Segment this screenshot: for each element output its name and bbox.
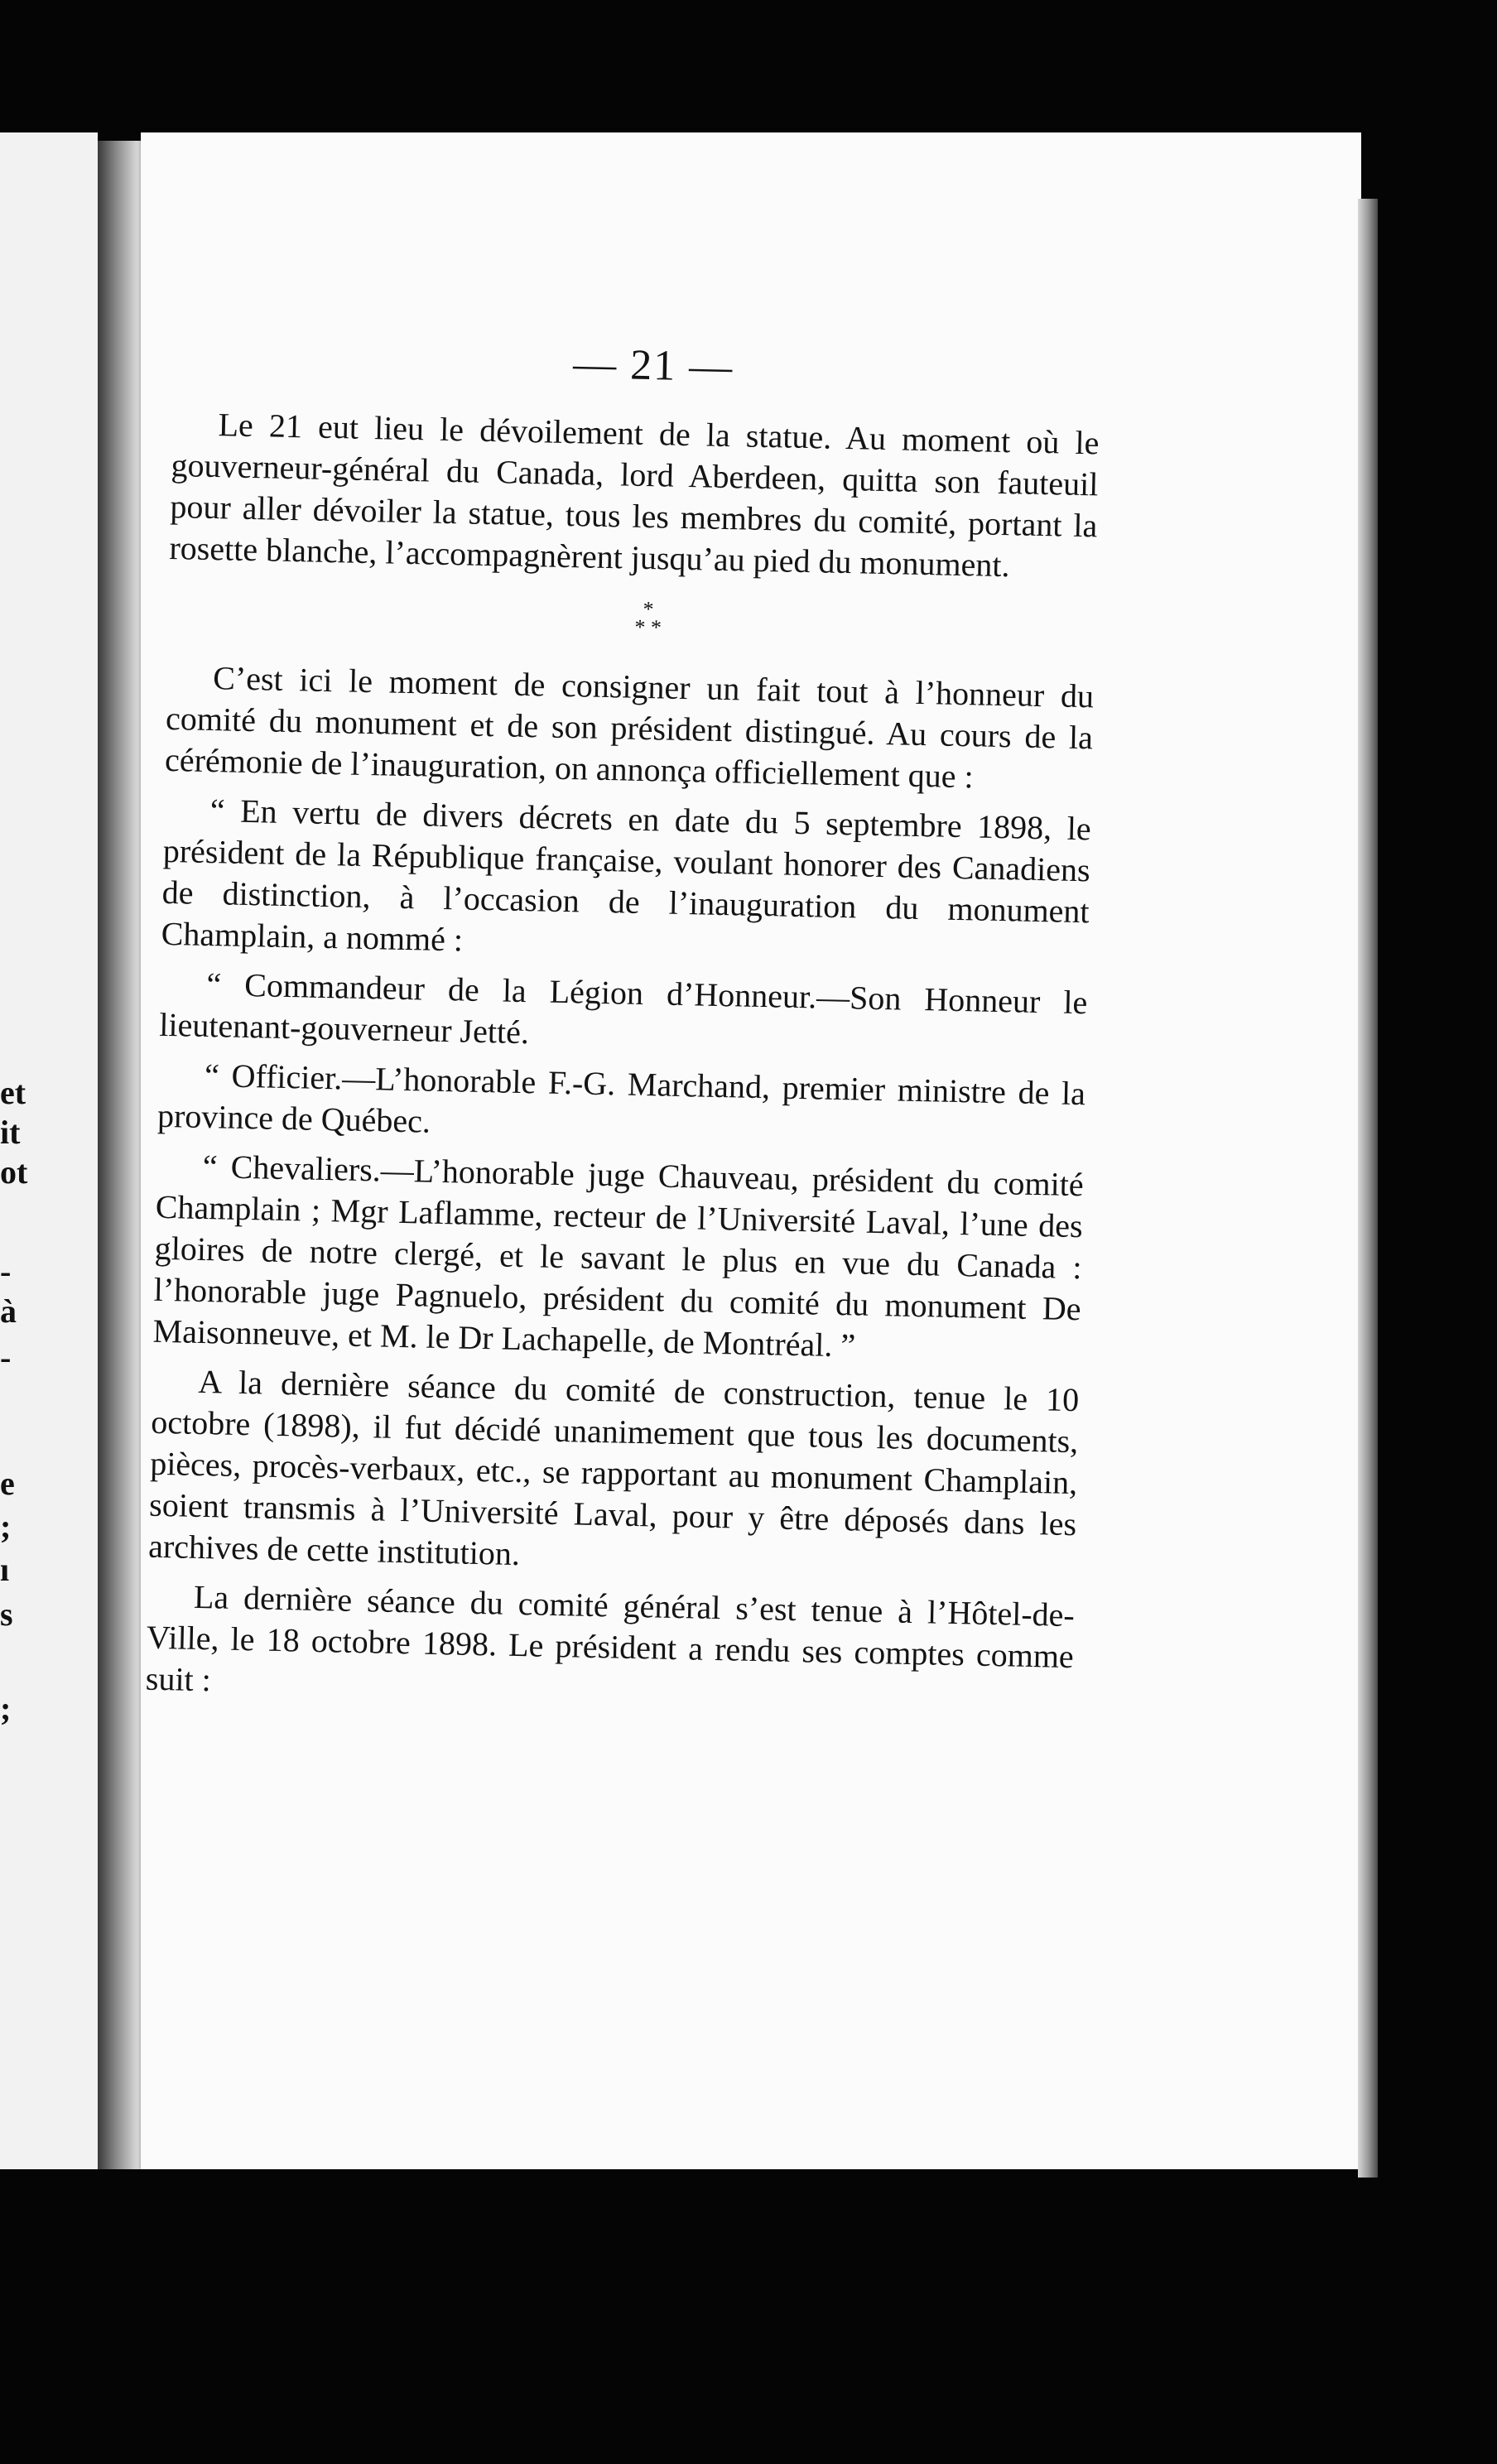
paragraph: Le 21 eut lieu le dévoilement de la statue. Au moment où le gouverneur-général du Canada, lord Aberdeen, quitta son fauteuil pour aller dévoiler la statue, tous les membres du comité, portant la rosette blanche, l’accompagnèrent jusqu’au pied du monument. [169, 406, 1100, 585]
facing-page-fragment: e [0, 1465, 15, 1502]
page-content [145, 331, 1101, 1727]
facing-page-fragment: s [0, 1595, 13, 1633]
facing-page-fragment: à [0, 1292, 17, 1330]
facing-page-fragment: ot [0, 1153, 28, 1191]
quote-paragraph: “ Commandeur de la Légion d’Honneur.—Son Honneur le lieutenant-gouverneur Jetté. [158, 965, 1088, 1052]
paragraph: A la dernière séance du comité de construction, tenue le 10 octobre (1898), il fut décidé unanimement que tous les documents, pièces, procès-verbaux, etc., se rapportant au monument Champlain, soient transmis à l’Université Laval, pour y être déposés dans les archives de cette institution. [147, 1362, 1080, 1573]
facing-page-fragment: et [0, 1074, 26, 1111]
paragraph: La dernière séance du comité général s’est tenue à l’Hôtel-de-Ville, le 18 octobre 1898. Le président a rendu ses comptes comme suit : [145, 1577, 1076, 1699]
asterism-divider [168, 590, 1096, 646]
facing-page [0, 132, 98, 2169]
book-gutter [98, 141, 144, 2169]
quote-paragraph: “ En vertu de divers décrets en date du 5 septembre 1898, le président de la République française, voulant honorer des Canadiens de distinction, à l’occasion de l’inauguration du monument Champlain, a nommé : [161, 792, 1092, 959]
paragraph: C’est ici le moment de consigner un fait tout à l’honneur du comité du monument et de son président distingué. Au cours de la cérémonie de l’inauguration, on annonça officiellement que : [164, 659, 1095, 796]
quote-paragraph: “ Officier.—L’honorable F.-G. Marchand, premier ministre de la province de Québec. [156, 1056, 1086, 1140]
asterism-top: * [643, 596, 654, 622]
quote-paragraph: “ Chevaliers.—L’honorable juge Chauveau, président du comité Champlain ; Mgr Laflamme, recteur de l’Université Laval, l’une des gloires de notre clergé, et le savant le plus en vue du Canada : l’honorable juge Pagnuelo, président du comité du monument De Maisonneuve, et M. le Dr Lachapelle, de Montréal. ” [152, 1147, 1085, 1364]
facing-page-fragment: ı [0, 1551, 10, 1588]
facing-page-fragment: - [0, 1339, 12, 1376]
facing-page-fragment: ; [0, 1508, 12, 1545]
facing-page-fragment: it [0, 1114, 21, 1151]
page-edge [1358, 199, 1378, 2178]
facing-page-fragment: - [0, 1253, 12, 1290]
asterism-bottom: * * [634, 614, 662, 640]
facing-page-fragment: ; [0, 1690, 12, 1727]
page-number: — 21 — [572, 340, 734, 392]
